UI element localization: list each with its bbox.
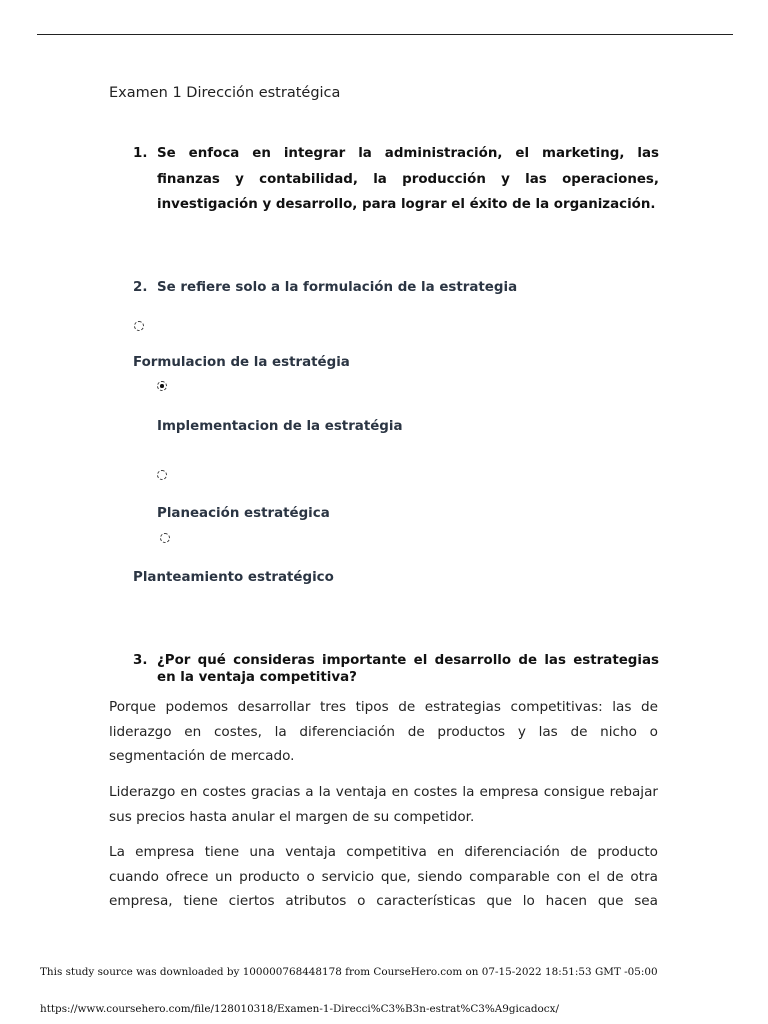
question-number: 1. <box>133 146 148 161</box>
option-label-implementacion: Implementacion de la estratégia <box>157 419 403 434</box>
option-label-planteamiento: Planteamiento estratégico <box>133 570 334 585</box>
download-notice: This study source was downloaded by 100000768448178 from CourseHero.com on 07-15-2022 18:51:53 GMT -05:00 <box>40 966 658 978</box>
option-radio-planeacion[interactable] <box>157 470 167 480</box>
question-text: Se enfoca en integrar la administración, el marketing, las finanzas y contabilidad, la producción y las operaciones, investigación y desarrollo, para lograr el éxito de la organización. <box>157 146 659 212</box>
answer-paragraph: Liderazgo en costes gracias a la ventaja en costes la empresa consigue rebajar sus precios hasta anular el margen de su competidor. <box>109 784 658 825</box>
option-radio-planteamiento[interactable] <box>160 533 170 543</box>
question-number: 2. <box>133 280 148 295</box>
option-label-planeacion: Planeación estratégica <box>157 506 330 521</box>
source-url: https://www.coursehero.com/file/128010318/Examen-1-Direcci%C3%B3n-estrat%C3%A9gicadocx/ <box>40 1003 559 1015</box>
answer-paragraph: La empresa tiene una ventaja competitiva en diferenciación de producto cuando ofrece un producto o servicio que, siendo comparable con el de otra empresa, tiene ciertos atributos o características que lo hacen que sea <box>109 844 658 909</box>
header-rule <box>37 34 733 35</box>
document-title: Examen 1 Dirección estratégica <box>109 85 341 101</box>
option-radio-implementacion[interactable] <box>157 381 167 391</box>
question-text: ¿Por qué consideras importante el desarrollo de las estrategias en la ventaja competitiva? <box>157 653 659 685</box>
question-number: 3. <box>133 653 148 668</box>
question-text: Se refiere solo a la formulación de la estrategia <box>157 280 518 295</box>
option-radio-formulacion[interactable] <box>134 321 144 331</box>
answer-paragraph: Porque podemos desarrollar tres tipos de estrategias competitivas: las de liderazgo en costes, la diferenciación de productos y las de nicho o segmentación de mercado. <box>109 699 658 764</box>
option-label-formulacion: Formulacion de la estratégia <box>133 355 350 370</box>
